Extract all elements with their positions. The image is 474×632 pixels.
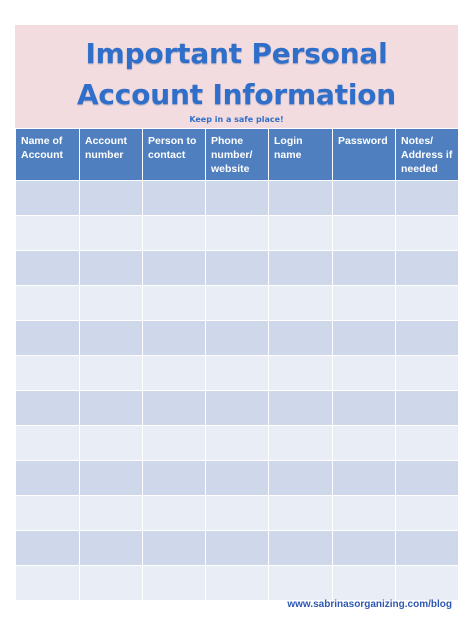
table-cell[interactable] [333,496,396,531]
table-cell[interactable] [143,461,206,496]
table-cell[interactable] [80,181,143,216]
table-cell[interactable] [143,181,206,216]
table-cell[interactable] [396,286,459,321]
table-cell[interactable] [16,251,80,286]
table-cell[interactable] [269,461,333,496]
table-cell[interactable] [16,181,80,216]
table-cell[interactable] [80,426,143,461]
table-cell[interactable] [80,566,143,601]
table-cell[interactable] [269,216,333,251]
column-header-password: Password [333,129,396,181]
column-header-login-name: Login name [269,129,333,181]
table-cell[interactable] [269,181,333,216]
table-cell[interactable] [206,181,269,216]
table-cell[interactable] [80,251,143,286]
table-cell[interactable] [206,426,269,461]
table-cell[interactable] [143,531,206,566]
table-cell[interactable] [396,461,459,496]
table-cell[interactable] [333,426,396,461]
column-header-phone-website: Phone number/ website [206,129,269,181]
table-cell[interactable] [80,321,143,356]
table-row [16,566,459,601]
table-row [16,461,459,496]
table-cell[interactable] [396,426,459,461]
table-cell[interactable] [333,216,396,251]
table-cell[interactable] [16,356,80,391]
table-cell[interactable] [396,181,459,216]
table-cell[interactable] [333,391,396,426]
table-cell[interactable] [80,216,143,251]
table-row [16,496,459,531]
table-cell[interactable] [16,216,80,251]
table-row [16,321,459,356]
table-cell[interactable] [16,531,80,566]
column-header-person-to-contact: Person to contact [143,129,206,181]
table-row [16,216,459,251]
title-line-2: Account Information [76,78,397,111]
table-cell[interactable] [333,251,396,286]
table-cell[interactable] [396,356,459,391]
table-cell[interactable] [143,496,206,531]
table-cell[interactable] [206,251,269,286]
table-cell[interactable] [143,251,206,286]
table-cell[interactable] [143,391,206,426]
table-cell[interactable] [143,216,206,251]
table-row [16,181,459,216]
table-cell[interactable] [80,356,143,391]
table-cell[interactable] [269,251,333,286]
table-cell[interactable] [396,216,459,251]
table-cell[interactable] [206,216,269,251]
table-cell[interactable] [396,251,459,286]
table-cell[interactable] [396,391,459,426]
table-row [16,356,459,391]
table-cell[interactable] [333,531,396,566]
table-cell[interactable] [16,426,80,461]
table-cell[interactable] [206,496,269,531]
table-header-row [16,129,459,181]
table-cell[interactable] [80,286,143,321]
table-cell[interactable] [206,286,269,321]
table-cell[interactable] [143,356,206,391]
table-cell[interactable] [269,286,333,321]
blog-link[interactable]: www.sabrinasorganizing.com/blog [287,599,452,610]
table-cell[interactable] [333,286,396,321]
table-cell[interactable] [143,321,206,356]
column-header-name-of-account: Name of Account [16,129,80,181]
table-cell[interactable] [16,321,80,356]
table-cell[interactable] [396,321,459,356]
table-cell[interactable] [80,531,143,566]
table-cell[interactable] [269,426,333,461]
table-cell[interactable] [143,426,206,461]
table-cell[interactable] [333,461,396,496]
table-cell[interactable] [143,566,206,601]
page-title [15,33,458,115]
table-cell[interactable] [206,356,269,391]
table-cell[interactable] [206,566,269,601]
column-header-notes: Notes/ Address if needed [396,129,459,181]
table-cell[interactable] [80,391,143,426]
table-cell[interactable] [269,566,333,601]
table-cell[interactable] [396,531,459,566]
table-cell[interactable] [206,391,269,426]
table-cell[interactable] [269,391,333,426]
table-cell[interactable] [206,531,269,566]
table-cell[interactable] [16,461,80,496]
table-cell[interactable] [333,566,396,601]
column-header-account-number: Account number [80,129,143,181]
title-line-1: Important Personal [85,37,388,70]
page-subtitle: Keep in a safe place! [189,115,284,124]
table-cell[interactable] [16,496,80,531]
table-row [16,251,459,286]
table-cell[interactable] [80,461,143,496]
table-cell[interactable] [16,566,80,601]
table-cell[interactable] [206,321,269,356]
table-cell[interactable] [269,321,333,356]
table-cell[interactable] [80,496,143,531]
table-cell[interactable] [16,391,80,426]
table-row [16,286,459,321]
table-row [16,531,459,566]
table-cell[interactable] [333,181,396,216]
account-info-table [15,128,459,601]
table-cell[interactable] [269,496,333,531]
table-cell[interactable] [269,356,333,391]
table-cell[interactable] [206,461,269,496]
table-cell[interactable] [396,496,459,531]
table-cell[interactable] [16,286,80,321]
table-row [16,391,459,426]
table-cell[interactable] [269,531,333,566]
table-cell[interactable] [396,566,459,601]
table-cell[interactable] [333,356,396,391]
table-cell[interactable] [143,286,206,321]
table-body [16,181,459,601]
table-row [16,426,459,461]
table-cell[interactable] [333,321,396,356]
